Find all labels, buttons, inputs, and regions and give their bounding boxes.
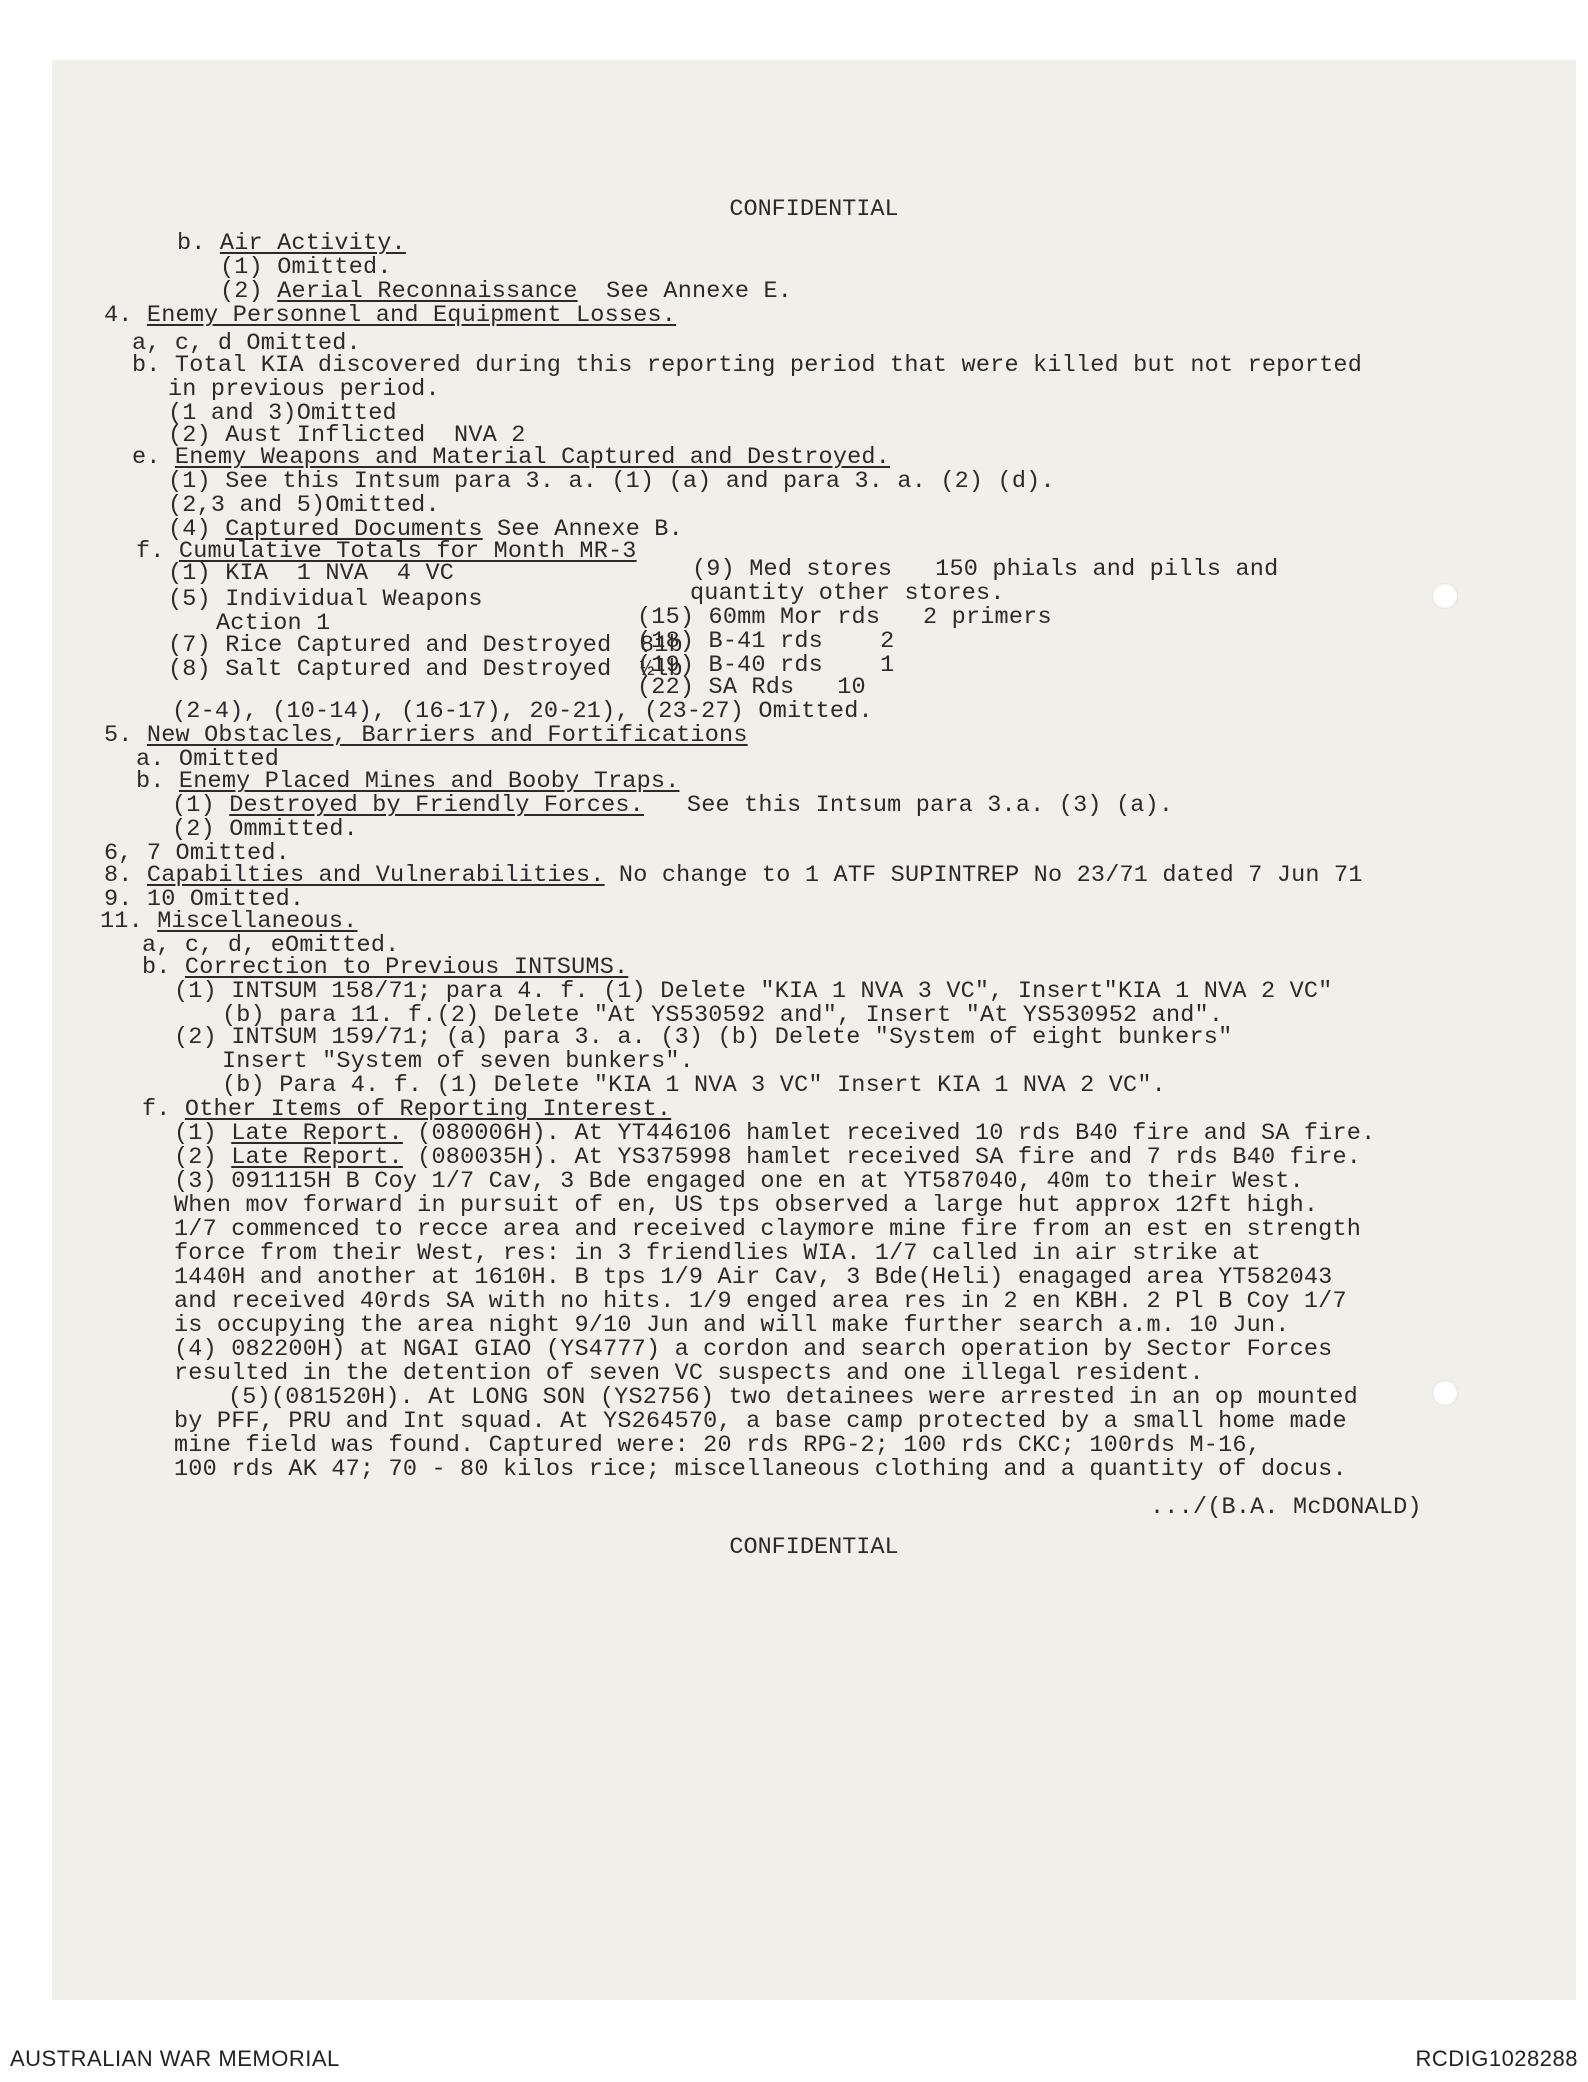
text-line: mine field was found. Captured were: 20 rds RPG-2; 100 rds CKC; 100rds M-16,: [174, 1432, 1261, 1459]
text-line: (b) para 11. f.(2) Delete "At YS530592 and", Insert "At YS530952 and".: [222, 1002, 1224, 1029]
text-line: (1) Late Report. (080006H). At YT446106 hamlet received 10 rds B40 fire and SA fire.: [174, 1120, 1376, 1147]
classification-footer: CONFIDENTIAL: [729, 1534, 899, 1561]
punch-hole: [1432, 583, 1458, 609]
text-line: 6, 7 Omitted.: [104, 840, 290, 867]
archive-footer-left: AUSTRALIAN WAR MEMORIAL: [10, 2046, 340, 2071]
archive-footer-right: RCDIG1028288: [1415, 2046, 1578, 2071]
text-line: by PFF, PRU and Int squad. At YS264570, a base camp protected by a small home made: [174, 1408, 1347, 1435]
text-line: (2) Aust Inflicted NVA 2: [168, 422, 526, 449]
text-line: b. Total KIA discovered during this reporting period that were killed but not reported: [132, 352, 1362, 379]
para-11-heading: 11. Miscellaneous.: [100, 908, 358, 935]
para-5-heading: 5. New Obstacles, Barriers and Fortifications: [104, 722, 748, 749]
text-line: (4) Captured Documents See Annexe B.: [168, 516, 683, 543]
text-line: (7) Rice Captured and Destroyed 81b: [168, 632, 683, 659]
text-line: 1/7 commenced to recce area and received claymore mine fire from an est en strength: [174, 1216, 1362, 1243]
text-line: (1 and 3)Omitted: [168, 400, 397, 427]
para-3b-heading: b. Air Activity.: [177, 230, 406, 257]
text-line: (15) 60mm Mor rds 2 primers: [637, 604, 1052, 631]
text-line: 1440H and another at 1610H. B tps 1/9 Air Cav, 3 Bde(Heli) enagaged area YT582043: [174, 1264, 1333, 1291]
signature-block: .../(B.A. McDONALD): [1150, 1494, 1422, 1521]
text-line: 9. 10 Omitted.: [104, 886, 305, 913]
text-line: Action 1: [216, 610, 331, 637]
text-line: (19) B-40 rds 1: [637, 652, 895, 679]
text-line: in previous period.: [168, 376, 440, 403]
text-line: (4) 082200H) at NGAI GIAO (YS4777) a cordon and search operation by Sector Forces: [174, 1336, 1333, 1363]
para-8-heading: 8. Capabilties and Vulnerabilities. No change to 1 ATF SUPINTREP No 23/71 dated 7 Jun 71: [104, 862, 1363, 889]
text-line: 100 rds AK 47; 70 - 80 kilos rice; miscellaneous clothing and a quantity of docus.: [174, 1456, 1347, 1483]
text-line: (2) Aerial Reconnaissance See Annexe E.: [220, 278, 793, 305]
text-line: a, c, d, eOmitted.: [142, 932, 400, 959]
para-11f-heading: f. Other Items of Reporting Interest.: [142, 1096, 672, 1123]
classification-header: CONFIDENTIAL: [729, 196, 899, 223]
para-4f-heading: f. Cumulative Totals for Month MR-3: [136, 538, 637, 565]
text-line: (8) Salt Captured and Destroyed ½lb: [168, 656, 683, 683]
text-line: (1) Omitted.: [220, 254, 392, 281]
text-line: (2) Ommitted.: [172, 816, 358, 843]
text-line: (5)(081520H). At LONG SON (YS2756) two detainees were arrested in an op mounted: [228, 1384, 1358, 1411]
text-line: (3) 091115H B Coy 1/7 Cav, 3 Bde engaged one en at YT587040, 40m to their West.: [174, 1168, 1304, 1195]
text-line: and received 40rds SA with no hits. 1/9 enged area res in 2 en KBH. 2 Pl B Coy 1/7: [174, 1288, 1347, 1315]
para-5b-heading: b. Enemy Placed Mines and Booby Traps.: [136, 768, 680, 795]
para-4-heading: 4. Enemy Personnel and Equipment Losses.: [104, 302, 677, 329]
punch-hole: [1432, 1380, 1458, 1406]
text-line: (2-4), (10-14), (16-17), 20-21), (23-27) Omitted.: [172, 698, 873, 725]
text-line: (1) See this Intsum para 3. a. (1) (a) and para 3. a. (2) (d).: [168, 468, 1055, 495]
para-4e-heading: e. Enemy Weapons and Material Captured and Destroyed.: [132, 444, 891, 471]
text-line: a, c, d Omitted.: [132, 330, 361, 357]
text-line: (1) INTSUM 158/71; para 4. f. (1) Delete "KIA 1 NVA 3 VC", Insert"KIA 1 NVA 2 VC": [174, 978, 1333, 1005]
text-line: (9) Med stores 150 phials and pills and: [692, 556, 1279, 583]
text-line: force from their West, res: in 3 friendlies WIA. 1/7 called in air strike at: [174, 1240, 1261, 1267]
text-line: a. Omitted: [136, 746, 280, 773]
text-line: (1) KIA 1 NVA 4 VC: [168, 560, 455, 587]
text-line: (2,3 and 5)Omitted.: [168, 492, 440, 519]
text-line: (5) Individual Weapons: [168, 586, 483, 613]
text-line: (22) SA Rds 10: [637, 674, 866, 701]
text-line: is occupying the area night 9/10 Jun and will make further search a.m. 10 Jun.: [174, 1312, 1290, 1339]
text-line: (2) Late Report. (080035H). At YS375998 hamlet received SA fire and 7 rds B40 fire.: [174, 1144, 1362, 1171]
text-line: (b) Para 4. f. (1) Delete "KIA 1 NVA 3 VC" Insert KIA 1 NVA 2 VC".: [222, 1072, 1166, 1099]
text-line: When mov forward in pursuit of en, US tps observed a large hut approx 12ft high.: [174, 1192, 1319, 1219]
para-11b-heading: b. Correction to Previous INTSUMS.: [142, 954, 629, 981]
document-page: [52, 60, 1576, 2000]
text-line: (18) B-41 rds 2: [637, 628, 895, 655]
text-line: quantity other stores.: [690, 580, 1005, 607]
text-line: (1) Destroyed by Friendly Forces. See this Intsum para 3.a. (3) (a).: [172, 792, 1174, 819]
text-line: Insert "System of seven bunkers".: [222, 1048, 694, 1075]
text-line: resulted in the detention of seven VC suspects and one illegal resident.: [174, 1360, 1204, 1387]
text-line: (2) INTSUM 159/71; (a) para 3. a. (3) (b) Delete "System of eight bunkers": [174, 1024, 1233, 1051]
